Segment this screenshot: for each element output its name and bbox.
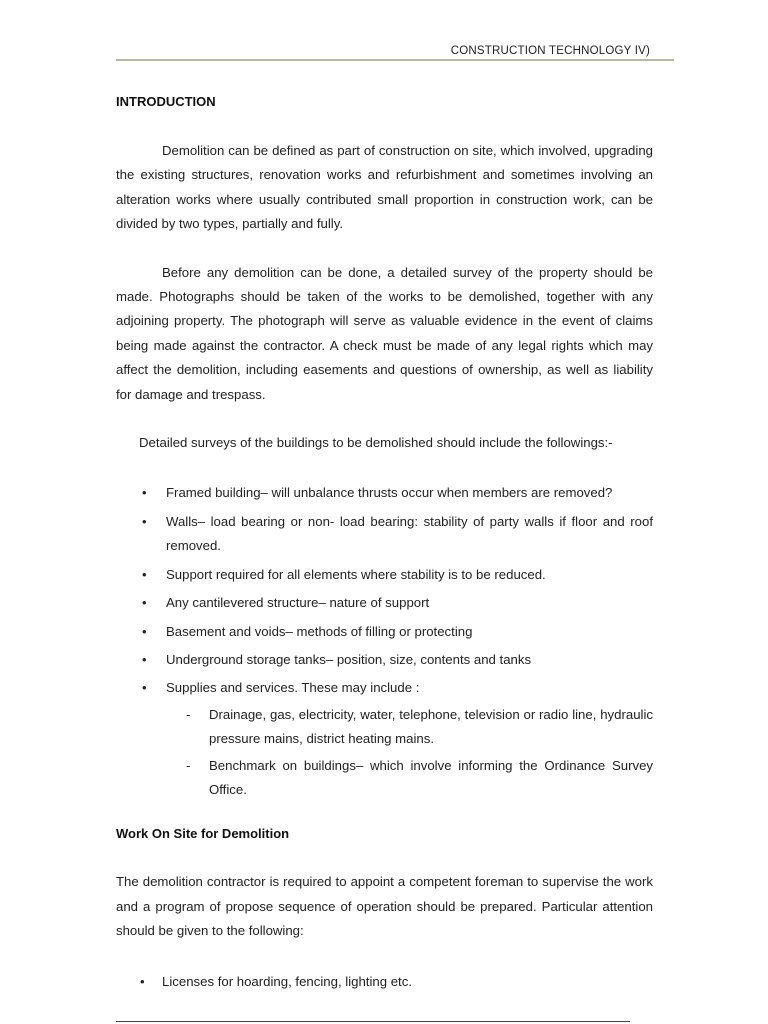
list-item: • Support required for all elements where stability is to be reduced. [116,563,653,587]
sub-list-item: - Benchmark on buildings– which involve informing the Ordinance Survey Office. [166,754,653,803]
section-heading-introduction: INTRODUCTION [116,94,216,109]
list-item: • Walls– load bearing or non- load bearing: stability of party walls if floor and roof removed. [116,510,653,559]
services-label: Supplies and services. These may include : [166,680,420,696]
running-header: CONSTRUCTION TECHNOLOGY IV) [450,45,650,57]
list-item: • Basement and voids– methods of filling or protecting [116,620,653,644]
list-item-services [116,676,653,802]
footer-divider [116,1021,630,1022]
intro-paragraph-2: Before any demolition can be done, a detailed survey of the property should be made. Photographs should be taken of the works to be demolished, together with any adjoining property. The photograph will serve as valuable evidence in the event of claims being made against the contractor. A check must be made of any legal rights which may affect the demolition, including easements and questions of ownership, as well as liability for damage and trespass. [116,264,653,402]
work-on-site-paragraph: The demolition contractor is required to appoint a competent foreman to supervise the work and a program of propose sequence of operation should be prepared. Particular attention should be given to the following: [116,874,653,939]
survey-items-list [116,481,653,802]
intro-paragraph-1: Demolition can be defined as part of construction on site, which involved, upgrading the existing structures, renovation works and refurbishment and sometimes involving an alteration works where usually contributed small proportion in construction work, can be divided by two types, partially and fully. [116,143,653,232]
section-heading-work-on-site: Work On Site for Demolition [116,826,290,842]
sub-list-item: - Drainage, gas, electricity, water, telephone, television or radio line, hydraulic pressure mains, district heating mains. [166,703,653,752]
list-item: • Underground storage tanks– position, size, contents and tanks [116,648,653,672]
list-item: • Licenses for hoarding, fencing, lighting etc. [116,970,653,994]
services-sublist [166,703,653,803]
work-on-site-list [116,970,653,994]
document-body [116,92,653,994]
list-item: • Any cantilevered structure– nature of support [116,591,653,615]
surveys-intro-text: Detailed surveys of the buildings to be demolished should include the followings:- [139,435,613,451]
list-item: • Framed building– will unbalance thrusts occur when members are removed? [116,481,653,505]
header-divider [116,59,674,61]
